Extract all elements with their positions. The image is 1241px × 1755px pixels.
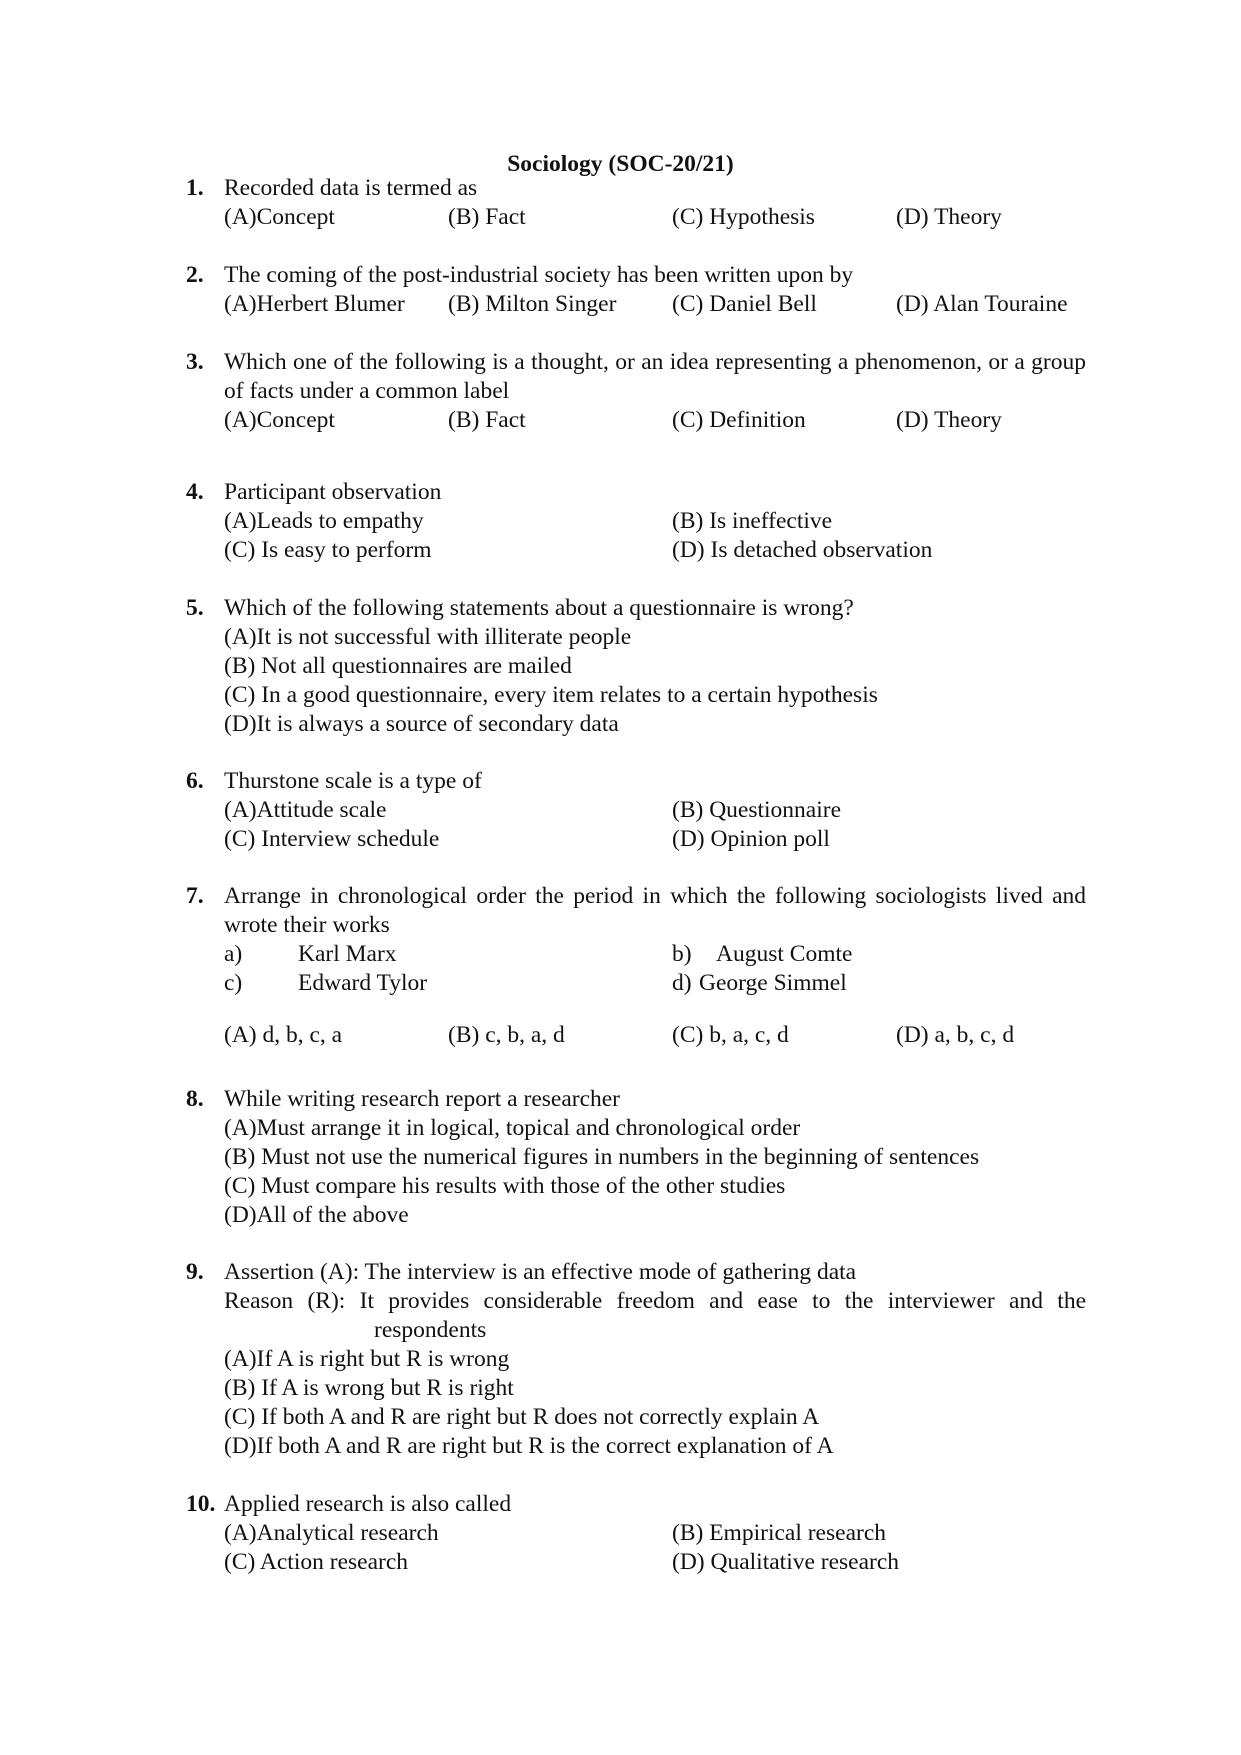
option-b: (B) Must not use the numerical figures in numbers in the beginning of sentences	[224, 1144, 980, 1170]
assertion-text: Assertion (A): The interview is an effective mode of gathering data	[224, 1259, 857, 1285]
option-a: (A) d, b, c, a	[224, 1022, 343, 1048]
option-d: (D)All of the above	[224, 1202, 409, 1228]
option-d: (D)If both A and R are right but R is the correct explanation of A	[224, 1433, 834, 1459]
question-stem: Which of the following statements about a questionnaire is wrong?	[224, 595, 854, 621]
option-a: (A)Analytical research	[224, 1520, 439, 1546]
option-b: (B) Empirical research	[672, 1520, 887, 1546]
option-d: (D) Is detached observation	[672, 537, 933, 563]
page-title: Sociology (SOC-20/21)	[507, 151, 734, 177]
option-d: (D) Opinion poll	[672, 826, 830, 852]
option-d: (D) Theory	[896, 204, 1002, 230]
item-label: b)	[672, 941, 692, 967]
option-c: (C) Is easy to perform	[224, 537, 432, 563]
question-number: 5.	[186, 595, 204, 621]
question-number: 2.	[186, 262, 204, 288]
question-stem: Thurstone scale is a type of	[224, 768, 482, 794]
item-name: George Simmel	[699, 970, 847, 996]
option-d: (D) Alan Touraine	[896, 291, 1068, 317]
option-c: (C) b, a, c, d	[672, 1022, 789, 1048]
question-3	[186, 348, 1086, 435]
option-b: (B) Fact	[448, 407, 526, 433]
option-b: (B) Not all questionnaires are mailed	[224, 653, 572, 679]
question-stem: While writing research report a researcher	[224, 1086, 621, 1112]
question-stem: The coming of the post-industrial society has been written upon by	[224, 262, 854, 288]
option-c: (C) In a good questionnaire, every item relates to a certain hypothesis	[224, 682, 878, 708]
option-c: (C) Definition	[672, 407, 806, 433]
question-number: 1.	[186, 175, 204, 201]
item-label: a)	[224, 941, 243, 967]
spacer	[224, 998, 1086, 1021]
question-number: 10.	[186, 1491, 216, 1517]
question-8	[186, 1085, 1086, 1230]
question-stem: Which one of the following is a thought, or an idea representing a phenomenon, or a group of facts under a common label	[224, 349, 1086, 404]
option-a: (A)Must arrange it in logical, topical and chronological order	[224, 1115, 801, 1141]
question-1	[186, 174, 1086, 232]
item-name: Karl Marx	[298, 941, 397, 967]
question-10	[186, 1490, 1086, 1577]
option-a: (A)Herbert Blumer	[224, 291, 405, 317]
reason-text-continued: respondents	[374, 1317, 487, 1343]
option-b: (B) Questionnaire	[672, 797, 842, 823]
question-number: 6.	[186, 768, 204, 794]
question-stem: Applied research is also called	[224, 1491, 512, 1517]
question-7	[186, 882, 1086, 1050]
question-number: 4.	[186, 479, 204, 505]
option-a: (A)If A is right but R is wrong	[224, 1346, 510, 1372]
question-stem: Participant observation	[224, 479, 442, 505]
option-a: (A)Concept	[224, 204, 335, 230]
option-a: (A)Attitude scale	[224, 797, 387, 823]
option-b: (B) If A is wrong but R is right	[224, 1375, 514, 1401]
question-stem: Recorded data is termed as	[224, 175, 478, 201]
question-number: 8.	[186, 1086, 204, 1112]
option-c: (C) Hypothesis	[672, 204, 815, 230]
question-number: 7.	[186, 883, 204, 909]
item-label: d)	[672, 970, 692, 996]
option-c: (C) Daniel Bell	[672, 291, 817, 317]
option-d: (D) a, b, c, d	[896, 1022, 1015, 1048]
option-b: (B) Milton Singer	[448, 291, 617, 317]
option-a: (A)It is not successful with illiterate people	[224, 624, 632, 650]
option-c: (C) Must compare his results with those of the other studies	[224, 1173, 786, 1199]
option-b: (B) c, b, a, d	[448, 1022, 565, 1048]
option-d: (D) Theory	[896, 407, 1002, 433]
question-stem: Arrange in chronological order the period in which the following sociologists lived and wrote their works	[224, 883, 1086, 938]
question-6	[186, 767, 1086, 854]
question-number: 9.	[186, 1259, 204, 1285]
option-c: (C) If both A and R are right but R does not correctly explain A	[224, 1404, 820, 1430]
question-9	[186, 1258, 1086, 1461]
question-2	[186, 261, 1086, 319]
option-a: (A)Concept	[224, 407, 335, 433]
option-c: (C) Interview schedule	[224, 826, 440, 852]
item-name: Edward Tylor	[298, 970, 428, 996]
option-a: (A)Leads to empathy	[224, 508, 424, 534]
question-4	[186, 478, 1086, 565]
question-number: 3.	[186, 349, 204, 375]
item-name: August Comte	[716, 941, 853, 967]
option-b: (B) Is ineffective	[672, 508, 833, 534]
item-label: c)	[224, 970, 243, 996]
reason-text: Reason (R): It provides considerable freedom and ease to the interviewer and the	[224, 1288, 1086, 1314]
option-b: (B) Fact	[448, 204, 526, 230]
option-d: (D) Qualitative research	[672, 1549, 900, 1575]
option-d: (D)It is always a source of secondary data	[224, 711, 619, 737]
question-5	[186, 594, 1086, 739]
option-c: (C) Action research	[224, 1549, 409, 1575]
